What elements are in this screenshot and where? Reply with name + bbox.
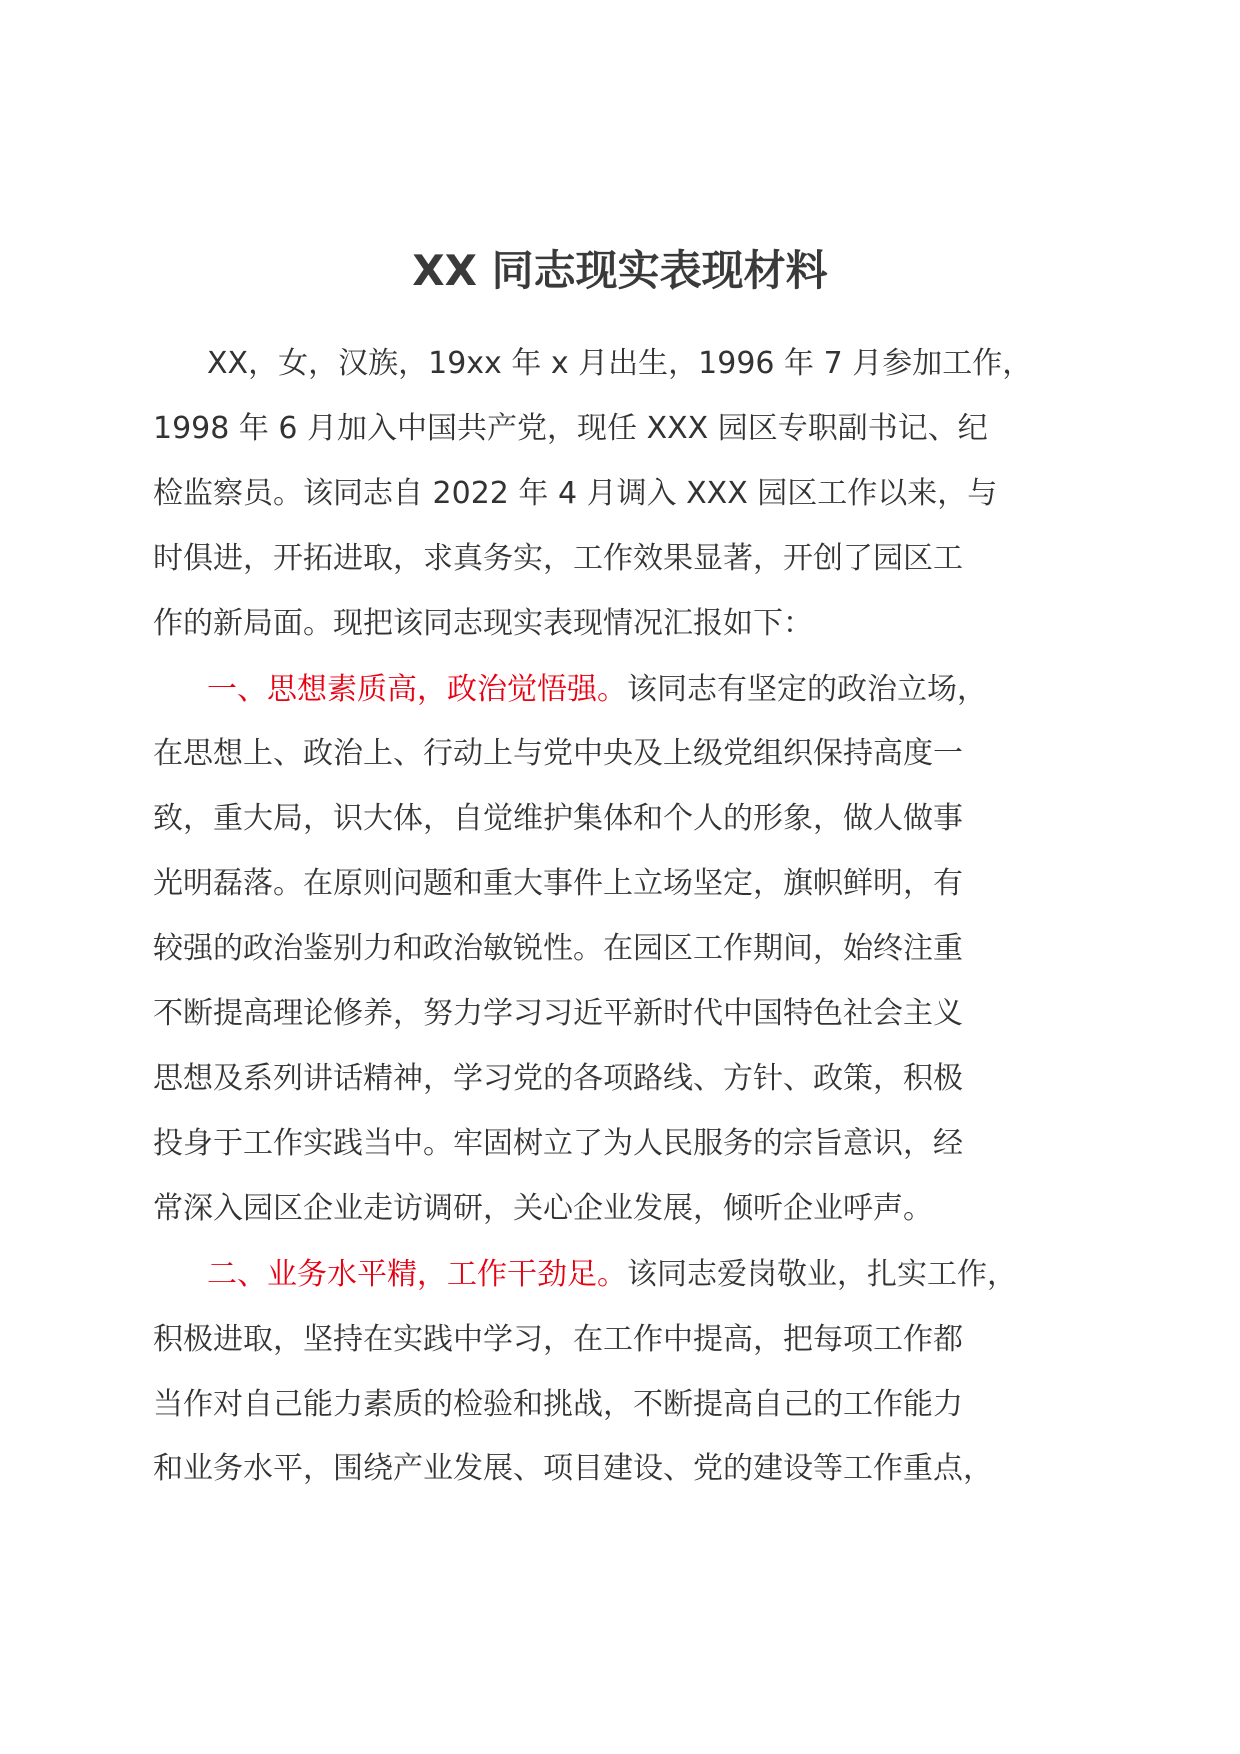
- paragraph-line: 思想及系列讲话精神，学习党的各项路线、方针、政策，积极: [153, 1060, 963, 1096]
- paragraph-line: 时俱进，开拓进取，求真务实，工作效果显著，开创了园区工: [153, 540, 963, 576]
- paragraph-line: 当作对自己能力素质的检验和挑战，不断提高自己的工作能力: [153, 1386, 963, 1422]
- paragraph-line: 光明磊落。在原则问题和重大事件上立场坚定，旗帜鲜明，有: [153, 866, 963, 902]
- paragraph-line: 1998 年 6 月加入中国共产党，现任 XXX 园区专职副书记、纪: [153, 410, 988, 446]
- paragraph-line: 在思想上、政治上、行动上与党中央及上级党组织保持高度一: [153, 736, 963, 772]
- paragraph-line: 作的新局面。现把该同志现实表现情况汇报如下：: [153, 605, 813, 641]
- paragraph-line: [153, 658, 1113, 723]
- paragraph-line: [153, 332, 1113, 397]
- section-one-paragraph: [153, 658, 1113, 1242]
- document-title: XX 同志现实表现材料: [412, 246, 828, 295]
- paragraph-line: 常深入园区企业走访调研，关心企业发展，倾听企业呼声。: [153, 1190, 933, 1226]
- paragraph-line: [153, 1243, 1113, 1308]
- section-one-heading: 一、思想素质高，政治觉悟强。: [207, 671, 627, 707]
- paragraph-line: 致，重大局，识大体，自觉维护集体和个人的形象，做人做事: [153, 801, 963, 837]
- line-text: 该同志爱岗敬业，扎实工作，: [627, 1256, 1017, 1292]
- section-two-paragraph: [153, 1243, 1113, 1503]
- paragraph-line: 投身于工作实践当中。牢固树立了为人民服务的宗旨意识，经: [153, 1125, 963, 1161]
- paragraph-line: 较强的政治鉴别力和政治敏锐性。在园区工作期间，始终注重: [153, 931, 963, 967]
- intro-paragraph: [153, 332, 1113, 657]
- document-body: [153, 332, 1113, 1503]
- section-two-heading: 二、业务水平精，工作干劲足。: [207, 1256, 627, 1292]
- paragraph-line: 检监察员。该同志自 2022 年 4 月调入 XXX 园区工作以来，与: [153, 475, 998, 511]
- paragraph-line: 和业务水平，围绕产业发展、项目建设、党的建设等工作重点，: [153, 1451, 993, 1487]
- paragraph-line: 不断提高理论修养，努力学习习近平新时代中国特色社会主义: [153, 996, 963, 1032]
- line-text: 该同志有坚定的政治立场，: [627, 671, 987, 707]
- paragraph-line: 积极进取，坚持在实践中学习，在工作中提高，把每项工作都: [153, 1321, 963, 1357]
- line-text: XX，女，汉族，19xx 年 x 月出生，1996 年 7 月参加工作，: [207, 346, 1033, 381]
